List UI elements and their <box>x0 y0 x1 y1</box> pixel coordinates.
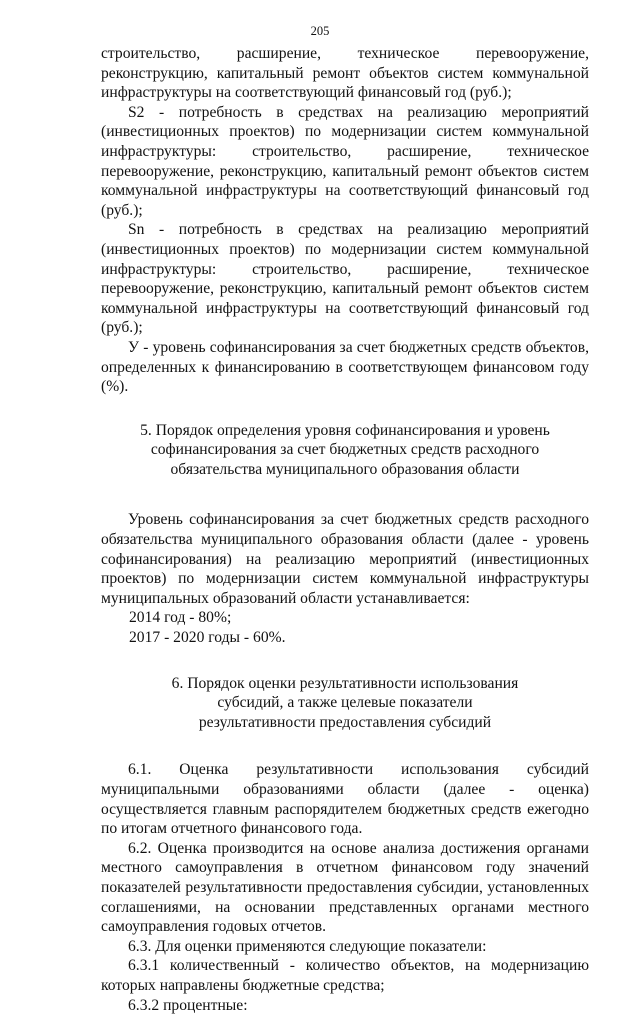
paragraph-6-2: 6.2. Оценка производится на основе анализа достижения органами местного самоуправления в отчетном финансовом году значений показателей результативности предоставления субсидии, установленных соглашениями, на основании представленных органами местного самоуправления годовых отчетов. <box>101 839 589 936</box>
heading-line: 6. Порядок оценки результативности использования <box>171 674 519 692</box>
paragraph-continuation: строительство, расширение, техническое перевооружение, реконструкцию, капитальный ремонт объектов систем коммунальной инфраструктуры на соответствующий финансовый год (руб.); <box>101 45 589 102</box>
section-5-heading <box>101 421 589 480</box>
document-body <box>101 44 589 1015</box>
paragraph-y: У - уровень софинансирования за счет бюджетных средств объектов, определенных к финансированию в соответствующем финансовом году (%). <box>101 338 589 396</box>
heading-line: обязательства муниципального образования области <box>170 460 520 478</box>
page-number: 205 <box>310 24 330 38</box>
heading-line: софинансирования за счет бюджетных средств расходного <box>150 441 540 459</box>
paragraph-s2: S2 - потребность в средствах на реализацию мероприятий (инвестиционных проектов) по модернизации систем коммунальной инфраструктуры: строительство, расширение, техническое перевооружение, реконструкцию, капитальный ремонт объектов систем коммунальной инфраструктуры на соответствующий финансовый год (руб.); <box>101 103 589 219</box>
rate-2014: 2014 год - 80%; <box>129 609 232 627</box>
paragraph-6-1: 6.1. Оценка результативности использования субсидий муниципальными образованиями области (далее - оценка) осуществляется главным распорядителем бюджетных средств ежегодно по итогам отчетного финансового года. <box>101 761 589 838</box>
heading-line: 5. Порядок определения уровня софинансирования и уровень <box>140 421 550 439</box>
section-5-paragraph: Уровень софинансирования за счет бюджетных средств расходного обязательства муниципального образования области (далее - уровень софинансирования) на реализацию мероприятий (инвестиционных проектов) по модернизации систем коммунальной инфраструктуры муниципальных образований области устанавливается: <box>101 511 589 607</box>
paragraph-6-3: 6.3. Для оценки применяются следующие показатели: <box>128 937 487 955</box>
section-6-heading <box>101 674 589 733</box>
paragraph-6-3-1: 6.3.1 количественный - количество объектов, на модернизацию которых направлены бюджетные средства; <box>101 957 589 994</box>
heading-line: субсидий, а также целевые показатели <box>217 694 473 712</box>
rate-2017-2020: 2017 - 2020 годы - 60%. <box>129 629 286 647</box>
paragraph-sn: Sn - потребность в средствах на реализацию мероприятий (инвестиционных проектов) по модернизации систем коммунальной инфраструктуры: строительство, расширение, техническое перевооружение, реконструкцию, капитальный ремонт объектов систем коммунальной инфраструктуры на соответствующий финансовый год (руб.); <box>101 221 589 337</box>
paragraph-6-3-2: 6.3.2 процентные: <box>128 996 248 1014</box>
heading-line: результативности предоставления субсидий <box>198 713 492 731</box>
